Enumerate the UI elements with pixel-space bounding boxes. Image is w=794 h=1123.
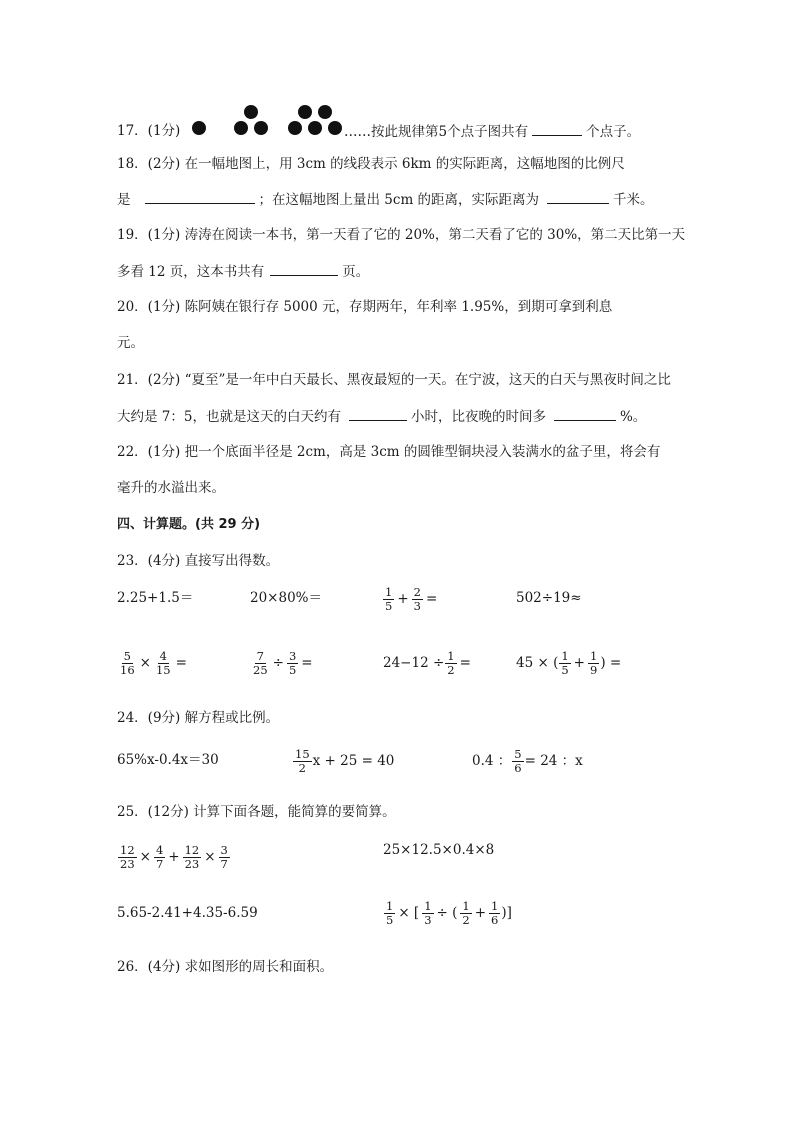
fraction: $\frac{12}{23}$	[120, 843, 135, 871]
fraction: $\frac{1}{2}$	[462, 899, 470, 927]
q23-item-a: 2.25+1.5＝	[117, 590, 194, 606]
q18-distance-blank[interactable]	[547, 189, 609, 204]
q23-title: 23．(4分) 直接写出得数。	[117, 553, 280, 569]
q26-title: 26．(4分) 求如图形的周长和面积。	[117, 959, 334, 975]
q25-item-b: 25×12.5×0.4×8	[383, 842, 495, 858]
q21-hours-blank[interactable]	[349, 406, 407, 421]
q17-text: ……按此规律第5个点子图共有 个点子。	[344, 121, 640, 142]
fraction: $\frac{1}{6}$	[491, 899, 499, 927]
fraction: $\frac{4}{15}$	[155, 649, 171, 677]
fraction: $\frac{7}{25}$	[253, 649, 268, 677]
fraction: $\frac{5}{16}$	[120, 649, 135, 677]
q23-item-b: 20×80%＝	[250, 590, 322, 606]
q17-answer-blank[interactable]	[532, 121, 582, 136]
fraction: $\frac{1}{5}$	[386, 899, 394, 927]
q22-line2: 毫升的水溢出来。	[117, 480, 225, 496]
fraction: $\frac{1}{2}$	[447, 649, 455, 677]
fraction: $\frac{1}{5}$	[561, 649, 569, 677]
fraction: $\frac{15}{2}$	[295, 747, 310, 775]
q21-percent-blank[interactable]	[554, 406, 616, 421]
q23-item-c: $\frac{1}{5}$ + $\frac{2}{3}$ =	[385, 585, 438, 613]
fraction: $\frac{5}{6}$	[514, 747, 522, 775]
fraction: $\frac{1}{9}$	[589, 649, 598, 677]
q20-line1: 20．(1分) 陈阿姨在银行存 5000 元，存期两年，年利率 1.95%，到期可拿到利息	[117, 299, 613, 315]
q23-item-d: 502÷19≈	[516, 590, 582, 606]
q17-number: 17．(1分)	[117, 123, 181, 139]
fraction: $\frac{2}{3}$	[413, 585, 421, 613]
q20-line2: 元。	[117, 335, 144, 351]
q19-line1: 19．(1分) 涛涛在阅读一本书，第一天看了它的 20%，第二天看了它的 30%，第二天比第一天	[117, 227, 686, 243]
q25-item-a: $\frac{12}{23}$ × $\frac{4}{7}$ + $\frac{12}{23}$ × $\frac{3}{7}$	[120, 843, 228, 871]
q23-item-g: 24−12 ÷ $\frac{1}{2}$ =	[383, 649, 471, 677]
q18-line2: 是 ；在这幅地图上量出 5cm 的距离，实际距离为 千米。	[117, 189, 654, 210]
q18-scale-blank[interactable]	[145, 189, 255, 204]
section-heading: 四、计算题。(共 29 分)	[117, 517, 261, 532]
q25-item-c: 5.65-2.41+4.35-6.59	[117, 905, 258, 921]
q19-answer-blank[interactable]	[270, 261, 338, 276]
q23-item-h: 45 × ( $\frac{1}{5}$ + $\frac{1}{9}$ ) =	[516, 649, 622, 677]
q18-line1: 18．(2分) 在一幅地图上，用 3cm 的线段表示 6km 的实际距离，这幅地图的比例尺	[117, 156, 625, 172]
fraction: $\frac{12}{23}$	[184, 843, 200, 871]
q24-item-c: 0.4 ： $\frac{5}{6}$ = 24 ：x	[472, 747, 583, 775]
q25-item-d: $\frac{1}{5}$ × [ $\frac{1}{3}$ ÷ ( $\frac{1}{2}$ + $\frac{1}{6}$ )]	[386, 899, 512, 927]
q23-item-e: $\frac{5}{16}$ × $\frac{4}{15}$ =	[120, 649, 187, 677]
fraction: $\frac{4}{7}$	[155, 843, 164, 871]
fraction: $\frac{3}{7}$	[220, 843, 228, 871]
q25-title: 25．(12分) 计算下面各题，能简算的要简算。	[117, 804, 396, 820]
q21-line2: 大约是 7：5，也就是这天的白天约有 小时，比夜晚的时间多 %。	[117, 406, 646, 427]
q22-line1: 22．(1分) 把一个底面半径是 2cm，高是 3cm 的圆锥型铜块浸入装满水的盆子里，将会有	[117, 444, 661, 460]
q21-line1: 21．(2分) “夏至”是一年中白天最长、黑夜最短的一天。在宁波，这天的白天与黑夜时间之比	[117, 372, 671, 388]
q19-line2: 多看 12 页，这本书共有 页。	[117, 261, 369, 282]
fraction: $\frac{1}{5}$	[385, 585, 393, 613]
fraction: $\frac{1}{3}$	[424, 899, 432, 927]
q23-item-f: $\frac{7}{25}$ ÷ $\frac{3}{5}$ =	[253, 649, 313, 677]
q24-item-b: $\frac{15}{2}$ x + 25 = 40	[295, 747, 395, 775]
fraction: $\frac{3}{5}$	[288, 649, 297, 677]
q24-item-a: 65%x-0.4x＝30	[117, 752, 219, 768]
q24-title: 24．(9分) 解方程或比例。	[117, 710, 280, 726]
